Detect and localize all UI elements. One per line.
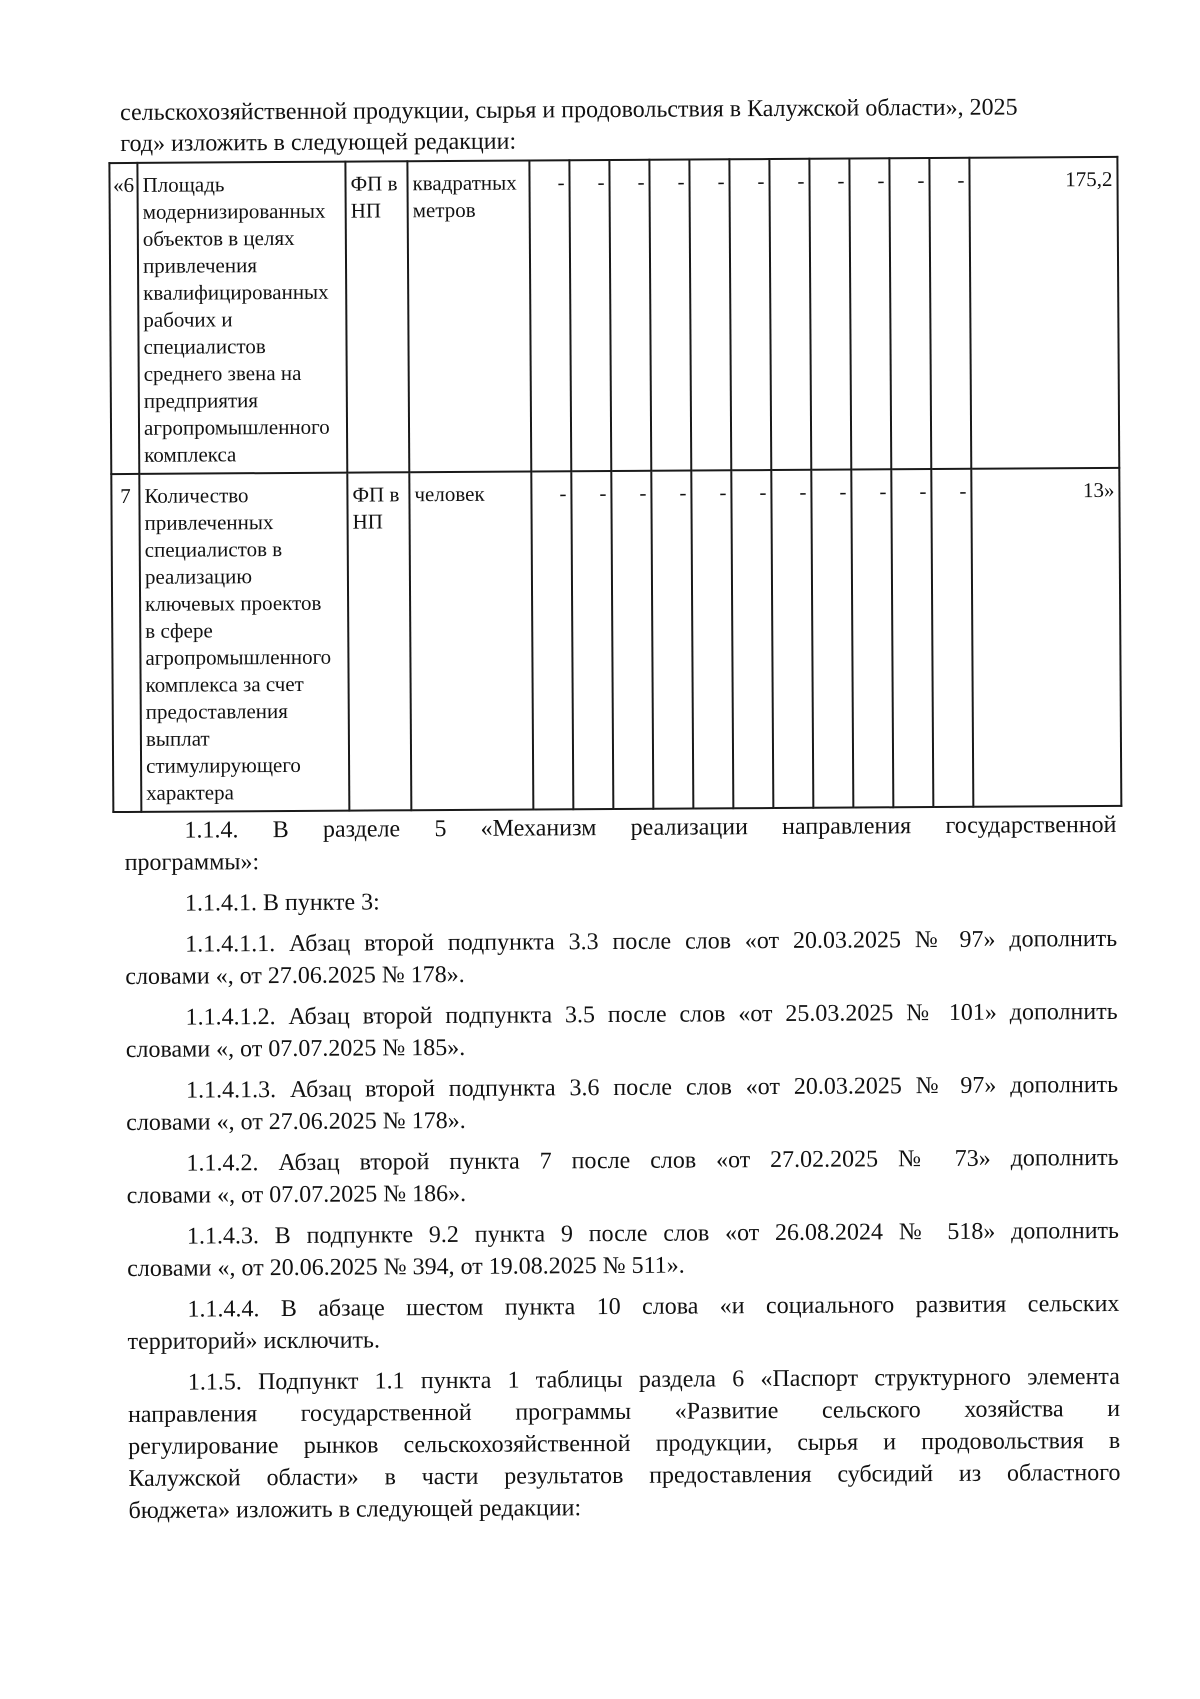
clause-text: словами «, от 07.07.2025 № 185». [125, 1034, 466, 1063]
clause-text: направления государственной программы «Развитие сельского хозяйства и [127, 1395, 1121, 1428]
cell-text-line: предоставления [145, 698, 288, 724]
clause-text: регулирование рынков сельскохозяйственной продукции, сырья и продовольствия в [128, 1427, 1121, 1460]
indicator-type-cell [345, 161, 409, 472]
cell-text-line: в сфере [145, 618, 213, 643]
cell-text-line: квадратных [412, 170, 517, 196]
value-cell: - [931, 469, 973, 807]
unit-cell [409, 471, 533, 810]
value-cell: - [889, 158, 931, 469]
clause-text: 1.1.4.1. В пункте 3: [184, 889, 380, 917]
cell-text-line: стимулирующего [146, 752, 301, 778]
value-cell: - [569, 160, 611, 471]
cell-text-line: объектов в целях [142, 225, 295, 251]
value-cell: - [851, 469, 893, 807]
intro-line: сельскохозяйственной продукции, сырья и продовольствия в Калужской области», 2025 [120, 94, 1018, 126]
clause-text: словами «, от 27.06.2025 № 178». [126, 1107, 466, 1136]
value-cell: - [531, 471, 573, 809]
clause-1-1-4 [124, 809, 1116, 879]
cell-text-line: выплат [145, 726, 210, 751]
cell-text-line: квалифицированных [143, 279, 329, 305]
clause-text: 1.1.4.4. В абзаце шестом пункта 10 слова «и социального развития сельских [187, 1290, 1120, 1323]
cell-text-line: Площадь [142, 172, 225, 197]
cell-text-line: комплекса [144, 442, 237, 467]
value-cell: - [849, 158, 891, 469]
final-value-cell: 175,2 [969, 157, 1119, 469]
row-number-cell: 7 [111, 474, 141, 812]
intro-paragraph [120, 92, 1110, 160]
value-cell: - [929, 158, 971, 469]
value-cell: - [611, 471, 653, 809]
cell-text-line: комплекса за счет [145, 671, 304, 697]
cell-text-line: среднего звена на [143, 360, 302, 386]
cell-text-line: НП [352, 509, 384, 534]
value-cell: - [731, 470, 773, 808]
value-cell: - [811, 470, 853, 808]
cell-text-line: человек [414, 481, 485, 507]
clause-1-1-4-1-2 [126, 996, 1118, 1066]
clause-text: 1.1.5. Подпункт 1.1 пункта 1 таблицы раздела 6 «Паспорт структурного элемента [187, 1363, 1120, 1396]
value-cell: - [689, 159, 731, 470]
cell-text-line: Количество [144, 483, 249, 508]
table-row [111, 468, 1121, 812]
row-number-cell: «6 [109, 163, 139, 474]
cell-text-line: реализацию [144, 564, 253, 589]
clause-text: 1.1.4.3. В подпункте 9.2 пункта 9 после слов «от 26.08.2024 № 518» дополнить [186, 1217, 1120, 1250]
clause-text: программы»: [124, 849, 260, 876]
cell-text-line: агропромышленного [145, 644, 332, 670]
cell-text-line: специалистов [143, 334, 266, 359]
clauses-section [124, 809, 1120, 1527]
clause-1-1-4-3 [127, 1215, 1119, 1285]
cell-text-line: НП [350, 198, 382, 223]
clause-text: территорий» исключить. [127, 1327, 381, 1355]
clause-text: словами «, от 07.07.2025 № 186». [126, 1180, 467, 1209]
value-cell: - [771, 470, 813, 808]
value-cell: - [729, 159, 771, 470]
clause-1-1-5 [128, 1361, 1121, 1527]
cell-text-line: ФП в [350, 171, 398, 196]
clause-text: 1.1.4.1.2. Абзац второй подпункта 3.5 после слов «от 25.03.2025 № 101» дополнить [185, 998, 1118, 1031]
clause-1-1-4-4 [127, 1288, 1119, 1358]
value-cell: - [651, 471, 693, 809]
value-cell: - [609, 160, 651, 471]
clause-text: 1.1.4.1.1. Абзац второй подпункта 3.3 после слов «от 20.03.2025 № 97» дополнить [185, 925, 1118, 958]
indicator-name-cell [137, 162, 347, 474]
cell-text-line: специалистов в [144, 537, 283, 562]
document-page [112, 92, 1129, 1536]
cell-text-line: агропромышленного [143, 414, 330, 440]
clause-text: бюджета» изложить в следующей редакции: [128, 1495, 582, 1524]
value-cell: - [809, 159, 851, 470]
cell-text-line: рабочих и [143, 307, 233, 332]
clause-1-1-4-1-3 [126, 1069, 1118, 1139]
value-cell: - [891, 469, 933, 807]
clause-1-1-4-2 [126, 1142, 1118, 1212]
cell-text-line: предприятия [143, 388, 259, 413]
clause-text: словами «, от 20.06.2025 № 394, от 19.08.2025 № 511». [127, 1252, 685, 1282]
clause-text: 1.1.4.1.3. Абзац второй подпункта 3.6 после слов «от 20.03.2025 № 97» дополнить [185, 1071, 1119, 1104]
value-cell: - [649, 160, 691, 471]
table-row [109, 157, 1119, 474]
cell-text-line: привлечения [142, 253, 258, 278]
indicators-table [108, 156, 1122, 813]
clause-text: 1.1.4. В разделе 5 «Механизм реализации направления государственной [184, 811, 1117, 844]
cell-text-line: модернизированных [142, 198, 326, 224]
unit-cell [407, 161, 531, 473]
cell-text-line: характера [146, 780, 234, 805]
clause-1-1-4-1-1 [125, 923, 1117, 993]
cell-text-line: ФП в [352, 482, 400, 507]
cell-text-line: ключевых проектов [145, 590, 322, 616]
value-cell: - [691, 470, 733, 808]
value-cell: - [769, 159, 811, 470]
intro-line: год» изложить в следующей редакции: [120, 128, 517, 157]
indicator-type-cell [347, 472, 411, 810]
clause-text: Калужской области» в части результатов предоставления субсидий из областного [128, 1459, 1121, 1492]
cell-text-line: привлеченных [144, 510, 274, 535]
clause-1-1-4-1 [125, 882, 1117, 920]
value-cell: - [571, 471, 613, 809]
clause-text: 1.1.4.2. Абзац второй пункта 7 после слов «от 27.02.2025 № 73» дополнить [186, 1144, 1119, 1177]
value-cell: - [529, 160, 571, 471]
indicator-name-cell [139, 473, 349, 812]
final-value-cell: 13» [971, 468, 1121, 807]
clause-text: словами «, от 27.06.2025 № 178». [125, 961, 465, 990]
cell-text-line: метров [412, 197, 476, 223]
